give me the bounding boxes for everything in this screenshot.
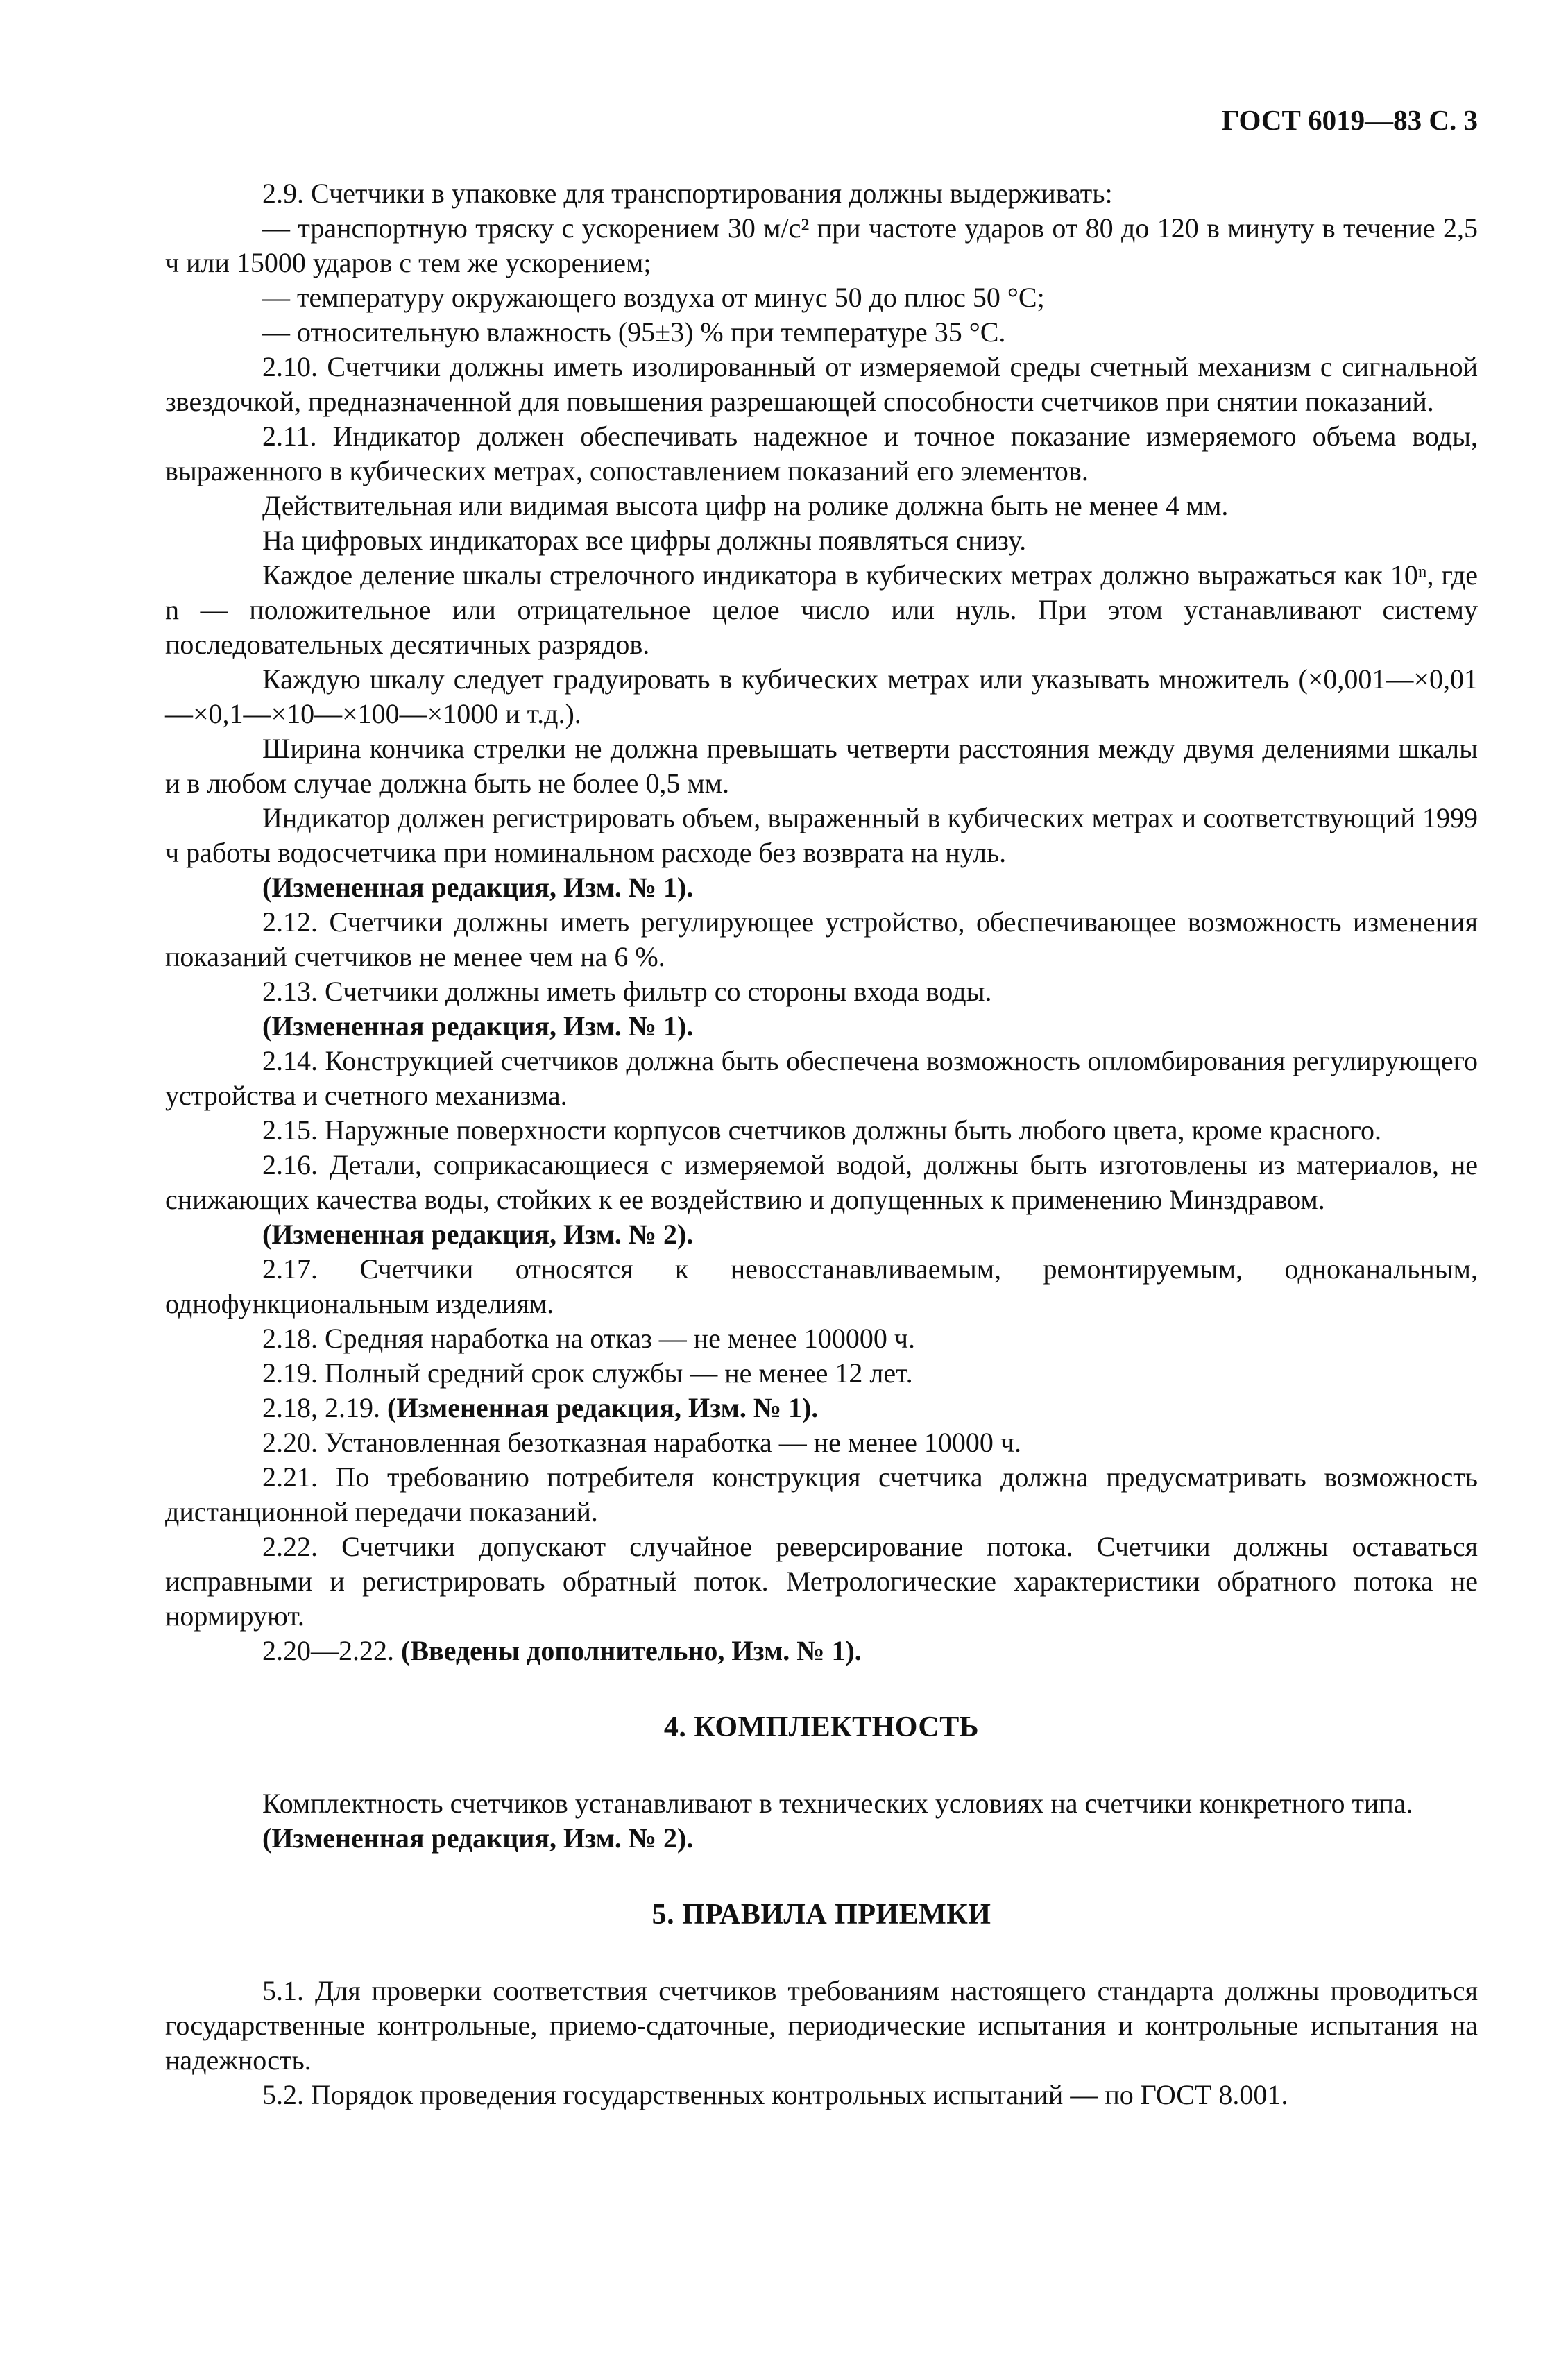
paragraph: Каждое деление шкалы стрелочного индикатора в кубических метрах должно выражаться как 10ⁿ, где n — положительное или отрицательное целое число или нуль. При этом устанавливают систему последовательных десятичных разрядов. (165, 559, 1478, 660)
paragraph: (Измененная редакция, Изм. № 1). (262, 872, 694, 903)
paragraph: 2.21. По требованию потребителя конструкция счетчика должна предусматривать возможность дистанционной передачи показаний. (165, 1461, 1478, 1527)
paragraph: Комплектность счетчиков устанавливают в технических условиях на счетчики конкретного типа. (262, 1788, 1413, 1819)
paragraph (165, 1634, 1478, 1668)
paragraph (165, 1391, 1478, 1425)
document-body (165, 176, 1478, 2112)
page-header: ГОСТ 6019—83 С. 3 (1221, 104, 1478, 136)
paragraph: 2.10. Счетчики должны иметь изолированный от измеряемой среды счетный механизм с сигнальной звездочкой, предназначенной для повышения разрешающей способности счетчиков при снятии показаний. (165, 351, 1478, 417)
paragraph: 2.18. Средняя наработка на отказ — не менее 100000 ч. (262, 1323, 916, 1354)
paragraph: 2.9. Счетчики в упаковке для транспортирования должны выдерживать: (262, 178, 1113, 209)
paragraph: 5.1. Для проверки соответствия счетчиков требованиям настоящего стандарта должны проводиться государственные контрольные, приемо-сдаточные, периодические испытания и контрольные испытания на надежность. (165, 1975, 1478, 2076)
paragraph: 2.15. Наружные поверхности корпусов счетчиков должны быть любого цвета, кроме красного. (262, 1115, 1381, 1146)
paragraph: Действительная или видимая высота цифр на ролике должна быть не менее 4 мм. (262, 490, 1229, 521)
paragraph: — транспортную тряску с ускорением 30 м/с² при частоте ударов от 80 до 120 в минуту в течение 2,5 ч или 15000 ударов с тем же ускорением; (165, 212, 1478, 278)
section-2-continued (165, 176, 1478, 1668)
paragraph: 2.22. Счетчики допускают случайное реверсирование потока. Счетчики должны оставаться исправными и регистрировать обратный поток. Метрологические характеристики обратного потока не нормируют. (165, 1531, 1478, 1632)
paragraph: — температуру окружающего воздуха от минус 50 до плюс 50 °С; (262, 282, 1045, 313)
amendment-note: (Измененная редакция, Изм. № 1). (387, 1392, 819, 1423)
paragraph: (Измененная редакция, Изм. № 2). (262, 1822, 694, 1854)
section-4-body (165, 1786, 1478, 1856)
paragraph: 2.11. Индикатор должен обеспечивать надежное и точное показание измеряемого объема воды, выраженного в кубических метрах, сопоставлением показаний его элементов. (165, 421, 1478, 486)
paragraph: 5.2. Порядок проведения государственных контрольных испытаний — по ГОСТ 8.001. (262, 2079, 1288, 2110)
paragraph-prefix: 2.20—2.22. (262, 1635, 401, 1666)
section-5-body (165, 1974, 1478, 2112)
paragraph: 2.17. Счетчики относятся к невосстанавливаемым, ремонтируемым, одноканальным, однофункциональным изделиям. (165, 1253, 1478, 1319)
paragraph: 2.14. Конструкцией счетчиков должна быть обеспечена возможность опломбирования регулирующего устройства и счетного механизма. (165, 1045, 1478, 1111)
paragraph-prefix: 2.18, 2.19. (262, 1392, 387, 1423)
paragraph: 2.13. Счетчики должны иметь фильтр со стороны входа воды. (262, 976, 992, 1007)
paragraph: 2.20. Установленная безотказная наработка — не менее 10000 ч. (262, 1427, 1022, 1458)
paragraph: Индикатор должен регистрировать объем, выраженный в кубических метрах и соответствующий 1999 ч работы водосчетчика при номинальном расходе без возврата на нуль. (165, 802, 1478, 868)
paragraph: Каждую шкалу следует градуировать в кубических метрах или указывать множитель (×0,001—×0,01—×0,1—×10—×100—×1000 и т.д.). (165, 663, 1478, 729)
section-5-title: 5. ПРАВИЛА ПРИЕМКИ (651, 1899, 991, 1931)
paragraph: 2.19. Полный средний срок службы — не менее 12 лет. (262, 1357, 913, 1389)
paragraph: — относительную влажность (95±3) % при температуре 35 °С. (262, 316, 1006, 348)
paragraph: 2.16. Детали, соприкасающиеся с измеряемой водой, должны быть изготовлены из материалов, не снижающих качества воды, стойких к ее воздействию и допущенных к применению Минздравом. (165, 1149, 1478, 1215)
paragraph: 2.12. Счетчики должны иметь регулирующее устройство, обеспечивающее возможность изменения показаний счетчиков не менее чем на 6 %. (165, 906, 1478, 972)
paragraph: На цифровых индикаторах все цифры должны появляться снизу. (262, 525, 1027, 556)
paragraph: (Измененная редакция, Изм. № 2). (262, 1219, 694, 1250)
paragraph: (Измененная редакция, Изм. № 1). (262, 1010, 694, 1042)
section-4-title: 4. КОМПЛЕКТНОСТЬ (663, 1711, 980, 1743)
amendment-note: (Введены дополнительно, Изм. № 1). (401, 1635, 862, 1666)
paragraph: Ширина кончика стрелки не должна превышать четверти расстояния между двумя делениями шкалы и в любом случае должна быть не более 0,5 мм. (165, 733, 1478, 799)
